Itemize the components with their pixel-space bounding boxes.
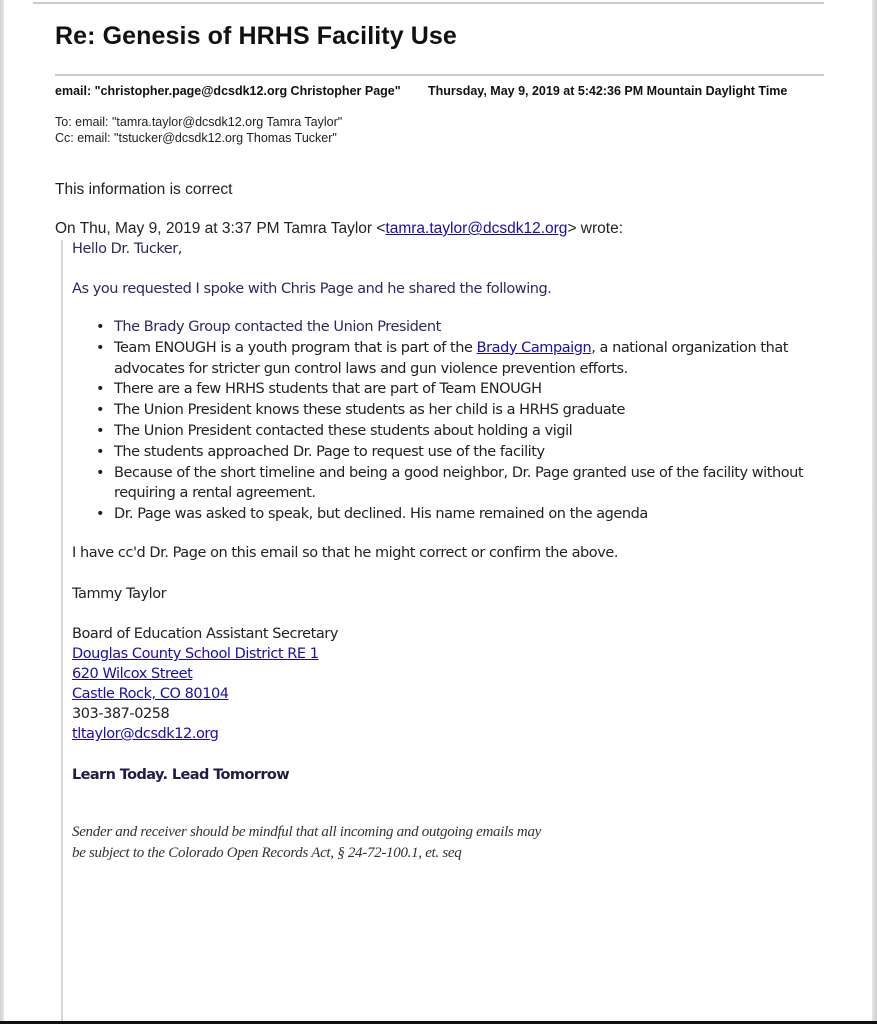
signature-phone: 303-387-0258: [72, 706, 170, 722]
reply-body: This information is correct: [55, 181, 233, 198]
records-act-disclaimer: Sender and receiver should be mindful that all incoming and outgoing emails may be subject to the Colorado Open Records Act, § 24-72-100.1, et. seq: [72, 824, 542, 861]
email-date: Thursday, May 9, 2019 at 5:42:36 PM Mountain Daylight Time: [428, 84, 788, 98]
list-item: • The Union President knows these students as her child is a HRHS graduate: [96, 400, 816, 421]
quoted-closing: I have cc'd Dr. Page on this email so that he might correct or confirm the above.: [72, 545, 618, 561]
signature-city-link[interactable]: Castle Rock, CO 80104: [72, 686, 229, 702]
attribution-prefix: On Thu, May 9, 2019 at 3:37 PM Tamra Taylor <: [55, 220, 386, 237]
email-cc: Cc: email: "tstucker@dcsdk12.org Thomas Tucker": [55, 131, 337, 145]
quote-attribution: [55, 220, 623, 238]
signature-name: Tammy Taylor: [72, 586, 167, 602]
list-item: • The Union President contacted these students about holding a vigil: [96, 421, 816, 442]
attribution-email-link[interactable]: tamra.taylor@dcsdk12.org: [385, 220, 568, 237]
signature-org-link[interactable]: Douglas County School District RE 1: [72, 646, 319, 662]
header-divider: [55, 74, 824, 76]
email-to: To: email: "tamra.taylor@dcsdk12.org Tamra Taylor": [55, 115, 343, 129]
list-item-text: Team ENOUGH is a youth program that is part of the: [114, 339, 477, 356]
list-item-text: , a national organization that advocates for stricter gun control laws and gun violence prevention efforts.: [114, 339, 789, 377]
page-edge-left: [0, 0, 4, 1024]
quoted-greeting: Hello Dr. Tucker,: [72, 241, 182, 257]
list-item: • The Brady Group contacted the Union President: [96, 317, 816, 338]
list-item: • There are a few HRHS students that are part of Team ENOUGH: [96, 379, 816, 400]
list-item: • Dr. Page was asked to speak, but declined. His name remained on the agenda: [96, 504, 816, 525]
top-divider: [33, 2, 824, 4]
attribution-suffix: > wrote:: [567, 220, 624, 237]
signature-motto: Learn Today. Lead Tomorrow: [72, 767, 290, 783]
email-subject: Re: Genesis of HRHS Facility Use: [55, 22, 457, 50]
email-from: email: "christopher.page@dcsdk12.org Christopher Page": [55, 84, 401, 98]
quoted-intro: As you requested I spoke with Chris Page and he shared the following.: [72, 281, 552, 297]
signature-title: Board of Education Assistant Secretary: [72, 626, 338, 642]
signature-email-link[interactable]: tltaylor@dcsdk12.org: [72, 726, 219, 742]
list-item: • The students approached Dr. Page to request use of the facility: [96, 442, 816, 463]
facts-list: [96, 317, 816, 525]
quote-bar: [61, 240, 63, 1021]
page-edge-right: [872, 0, 877, 1024]
list-item: • Because of the short timeline and being a good neighbor, Dr. Page granted use of the facility without requiring a rental agreement.: [96, 463, 816, 505]
signature-street-link[interactable]: 620 Wilcox Street: [72, 666, 193, 682]
list-item: [96, 338, 816, 380]
brady-campaign-link[interactable]: Brady Campaign: [476, 339, 592, 356]
